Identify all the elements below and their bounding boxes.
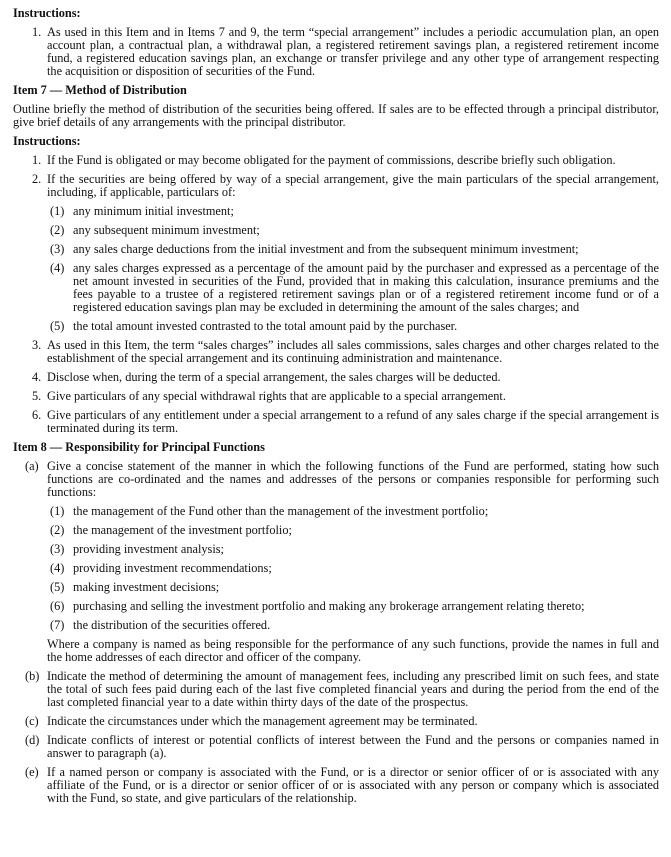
sub-item-text: providing investment recommendations; (73, 561, 272, 575)
sub-item (13, 581, 659, 594)
sub-item-number: (2) (50, 523, 65, 537)
item-text: As used in this Item and in Items 7 and 9, the term “special arrangement” includes a periodic accumulation plan, an open account plan, a contractual plan, a withdrawal plan, a registered retirement savings plan, a registered retirement income fund, a registered education savings plan, an exchange or transfer privilege and any other type of arrangement respecting the acquisition or disposition of securities of the Fund. (47, 25, 659, 78)
instruction-item (13, 409, 659, 435)
paragraph-a-note: Where a company is named as being responsible for the performance of any such functions, provide the names in full and the home addresses of each director and officer of the company. (47, 637, 659, 664)
item-number: 2. (32, 172, 42, 186)
paragraph-text: Indicate the circumstances under which the management agreement may be terminated. (47, 714, 478, 728)
paragraph-item (13, 766, 659, 805)
item-number: 6. (32, 408, 42, 422)
sub-item (13, 320, 659, 333)
sub-item (13, 600, 659, 613)
item7-instructions-heading: Instructions: (13, 134, 81, 148)
sub-item-text: any sales charges expressed as a percentage of the amount paid by the purchaser and expressed as a percentage of the net amount invested in securities of the Fund, provided that in making this calculation, insurance premiums and the fees payable to a trustee of a registered retirement savings plan or of a registered retirement income fund or of a registered education savings plan may be excluded in determining the amount of the sales charges; and (73, 261, 659, 314)
item-text: Give particulars of any special withdrawal rights that are applicable to a special arrangement. (47, 389, 506, 403)
sub-item-text: the management of the investment portfolio; (73, 523, 292, 537)
sub-item-number: (4) (50, 261, 65, 275)
item-text: Disclose when, during the term of a special arrangement, the sales charges will be deducted. (47, 370, 501, 384)
sub-item-number: (1) (50, 504, 65, 518)
item-number: 3. (32, 338, 42, 352)
item-text: If the Fund is obligated or may become obligated for the payment of commissions, describe briefly such obligation. (47, 153, 616, 167)
paragraph-letter: (c) (25, 714, 39, 728)
paragraph-text: Indicate the method of determining the amount of management fees, including any prescribed limit on such fees, and state the total of such fees paid during each of the last five completed financial years and during the period from the end of the last completed financial year to a date within thirty days of the date of the prospectus. (47, 669, 659, 709)
paragraph-letter: (d) (25, 733, 40, 747)
sub-item (13, 243, 659, 256)
paragraph-letter: (b) (25, 669, 40, 683)
sub-item-number: (1) (50, 204, 65, 218)
sub-item-text: the distribution of the securities offered. (73, 618, 271, 632)
paragraph-text: Give a concise statement of the manner in which the following functions of the Fund are performed, stating how such functions are co-ordinated and the names and addresses of the persons or companies responsible for performing such functions: (47, 459, 659, 499)
item-number: 1. (32, 153, 42, 167)
sub-item-text: the management of the Fund other than the management of the investment portfolio; (73, 504, 489, 518)
paragraph-text: If a named person or company is associated with the Fund, or is a director or senior officer of or is associated with any affiliate of the Fund, or is a director or senior officer of or is associated with any person or company which is associated with the Fund, so state, and give particulars of the relationship. (47, 765, 659, 805)
sub-item (13, 224, 659, 237)
sub-item-number: (7) (50, 618, 65, 632)
paragraph-item (13, 460, 659, 499)
sub-item-number: (2) (50, 223, 65, 237)
sub-item-text: providing investment analysis; (73, 542, 224, 556)
sub-item-number: (4) (50, 561, 65, 575)
sub-item-text: the total amount invested contrasted to the total amount paid by the purchaser. (73, 319, 458, 333)
sub-item (13, 505, 659, 518)
item7-text: Outline briefly the method of distribution of the securities being offered. If sales are to be effected through a principal distributor, give brief details of any arrangements with the principal distributor. (13, 102, 659, 129)
item-number: 1. (32, 25, 42, 39)
paragraph-item (13, 734, 659, 760)
sub-item-text: any subsequent minimum investment; (73, 223, 260, 237)
sub-item (13, 562, 659, 575)
sub-item-number: (5) (50, 580, 65, 594)
paragraph-letter: (e) (25, 765, 39, 779)
sub-item-text: making investment decisions; (73, 580, 220, 594)
sub-item-number: (3) (50, 542, 65, 556)
sub-item-number: (3) (50, 242, 65, 256)
instruction-item (13, 154, 659, 167)
sub-item (13, 262, 659, 314)
paragraph-text: Indicate conflicts of interest or potential conflicts of interest between the Fund and the persons or companies named in answer to paragraph (a). (47, 733, 659, 760)
instruction-item (13, 390, 659, 403)
sub-item-number: (5) (50, 319, 65, 333)
item-text: As used in this Item, the term “sales charges” includes all sales commissions, sales charges and other charges related to the establishment of the special arrangement and its continuing administration and maintenance. (47, 338, 659, 365)
paragraph-item (13, 715, 659, 728)
sub-item (13, 619, 659, 632)
sub-item-text: purchasing and selling the investment portfolio and making any brokerage arrangement relating thereto; (73, 599, 585, 613)
sub-item-text: any minimum initial investment; (73, 204, 234, 218)
item-number: 4. (32, 370, 42, 384)
item8-heading: Item 8 — Responsibility for Principal Functions (13, 440, 265, 454)
item7-heading: Item 7 — Method of Distribution (13, 83, 187, 97)
paragraph-item (13, 670, 659, 709)
sub-item-number: (6) (50, 599, 65, 613)
instruction-item (13, 371, 659, 384)
sub-item (13, 524, 659, 537)
item-text: If the securities are being offered by way of a special arrangement, give the main particulars of the special arrangement, including, if applicable, particulars of: (47, 172, 659, 199)
instructions-heading: Instructions: (13, 6, 81, 20)
sub-item (13, 205, 659, 218)
item-text: Give particulars of any entitlement under a special arrangement to a refund of any sales charge if the special arrangement is terminated during its term. (47, 408, 659, 435)
item-number: 5. (32, 389, 42, 403)
paragraph-letter: (a) (25, 459, 39, 473)
instruction-item (13, 26, 659, 78)
instruction-item (13, 173, 659, 199)
instruction-item (13, 339, 659, 365)
sub-item (13, 543, 659, 556)
sub-item-text: any sales charge deductions from the initial investment and from the subsequent minimum investment; (73, 242, 579, 256)
